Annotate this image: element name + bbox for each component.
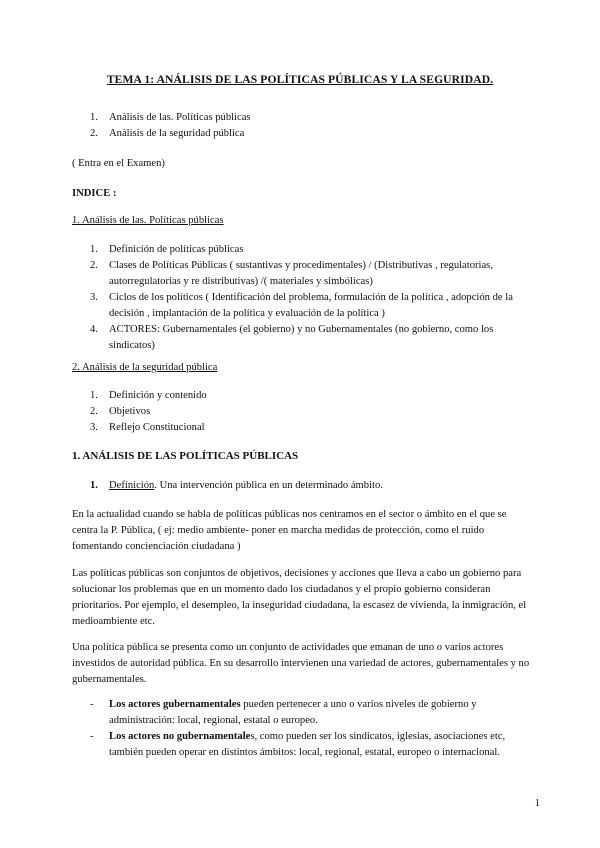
index-section-2-heading: 2. Análisis de la seguridad pública (72, 362, 218, 373)
index-section-1-item (72, 258, 532, 290)
index-section-1-heading: 1. Análisis de las. Políticas públicas (72, 215, 224, 226)
index-section-2-item-number: 2. (90, 406, 98, 417)
index-section-1-item (72, 290, 532, 322)
actor-description: s, como pueden ser los sindicatos, iglesias, asociaciones etc, también pueden operar en distintos ámbitos: local, regional, estatal, europeo o internacional. (109, 731, 506, 758)
index-section-2-item (72, 388, 532, 404)
index-section-2-item (72, 404, 532, 420)
dash-bullet: - (90, 699, 94, 710)
definition-label: Definición (109, 480, 155, 491)
index-section-1-item-text: ACTORES: Gubernamentales (el gobierno) y no Gubernamentales (no gobierno, como los sindicatos) (109, 324, 494, 351)
definition-item (72, 478, 569, 494)
definition-number: 1. (90, 480, 98, 491)
index-section-2-item-text: Objetivos (109, 406, 151, 417)
index-section-2-item-number: 3. (90, 422, 98, 433)
index-section-1-item (72, 322, 532, 354)
page-number: 1 (534, 798, 540, 809)
main-heading: 1. ANÁLISIS DE LAS POLÍTICAS PÚBLICAS (72, 450, 299, 462)
intro-list-item-number: 1. (90, 112, 98, 123)
actor-item (72, 697, 532, 729)
index-section-1-item-number: 2. (90, 260, 98, 271)
intro-list-item (72, 110, 532, 126)
intro-list (72, 110, 532, 142)
actor-item (72, 729, 532, 761)
index-section-2-item-text: Reflejo Constitucional (109, 422, 205, 433)
index-section-2-item-text: Definición y contenido (109, 390, 207, 401)
index-section-1-list (72, 242, 532, 354)
index-heading: INDICE : (72, 188, 117, 199)
index-section-2-list (72, 388, 532, 436)
paragraph-3: Una política pública se presenta como un conjunto de actividades que emanan de uno o varios actores investidos de autoridad pública. En su desarrollo intervienen una variedad de actores, gubernamentales y no gubernamentales. (72, 642, 530, 685)
actors-list (72, 697, 532, 761)
definition-text: . Una intervención pública en un determinado ámbito. (154, 480, 383, 491)
index-section-2-item (72, 420, 532, 436)
index-section-1-item-number: 1. (90, 244, 98, 255)
intro-list-item-text: Análisis de la seguridad pública (109, 128, 245, 139)
index-section-1-item-number: 4. (90, 324, 98, 335)
dash-bullet: - (90, 731, 94, 742)
paragraph-1: En la actualidad cuando se habla de políticas públicas nos centramos en el sector o ámbito en el que se centra la P. Pública, ( ej: medio ambiente- poner en marcha medidas de protección, como el ruido fomentando concienciación ciudadana ) (72, 509, 507, 552)
paragraph-2: Las políticas públicas son conjuntos de objetivos, decisiones y acciones que lleva a cabo un gobierno para solucionar los problemas que en un momento dado los ciudadanos y el propio gobierno consideran prioritarios. Por ejemplo, el desempleo, la inseguridad ciudadana, la escasez de vivienda, la inmigración, el medioambiente etc. (72, 568, 527, 627)
page-title: TEMA 1: ANÁLISIS DE LAS POLÍTICAS PÚBLICAS Y LA SEGURIDAD. (106, 73, 494, 86)
index-section-1-item-text: Ciclos de los políticos ( Identificación del problema, formulación de la política , adopción de la decisión , implantación de la política y evaluación de la política ) (109, 292, 513, 319)
actor-term: Los actores no gubernamentale (109, 731, 251, 742)
index-section-1-item-text: Clases de Políticas Públicas ( sustantivas y procedimentales) / (Distributivas , regulatorias, autorregulatorias y re distributivas) /( materiales y simbólicas) (109, 260, 493, 287)
index-section-1-item-text: Definición de políticas públicas (109, 244, 244, 255)
actor-description: pueden pertenecer a uno o varios niveles de gobierno y administración: local, regional, estatal o europeo. (109, 699, 477, 726)
index-section-2-item-number: 1. (90, 390, 98, 401)
intro-list-item-text: Análisis de las. Políticas públicas (109, 112, 251, 123)
index-section-1-item-number: 3. (90, 292, 98, 303)
exam-note: ( Entra en el Examen) (72, 158, 165, 169)
intro-list-item (72, 126, 532, 142)
index-section-1-item (72, 242, 532, 258)
intro-list-item-number: 2. (90, 128, 98, 139)
actor-term: Los actores gubernamentales (109, 699, 241, 710)
